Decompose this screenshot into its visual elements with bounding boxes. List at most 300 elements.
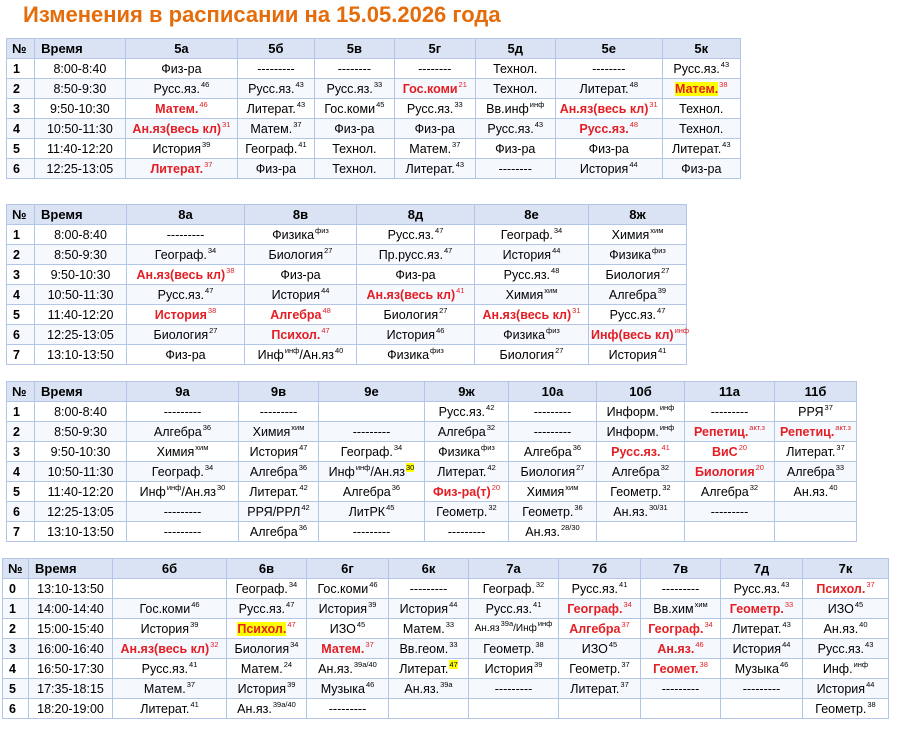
subject-secondary: /Ан.яз: [299, 347, 335, 362]
subject: Алгебра: [249, 464, 298, 479]
lesson-cell: [245, 225, 357, 245]
room-number: 44: [449, 600, 458, 610]
room-number: инф: [659, 403, 675, 413]
subject: ИЗО: [827, 601, 854, 616]
table-row: [7, 59, 741, 79]
lesson-time: 10:50-11:30: [35, 462, 127, 482]
subject: --------: [498, 161, 532, 176]
lesson-cell: [509, 422, 597, 442]
subject: Ан.яз.: [613, 504, 648, 519]
lesson-cell: [127, 305, 245, 325]
lesson-number: 7: [7, 345, 35, 365]
subject: Информ.: [606, 404, 659, 419]
subject: Алгебра: [437, 424, 486, 439]
subject: Матем.: [321, 641, 365, 656]
room-number: 47: [435, 226, 444, 236]
subject: ---------: [710, 404, 749, 419]
lesson-cell: [227, 679, 307, 699]
room-number: 48: [629, 80, 638, 90]
lesson-cell: [314, 99, 394, 119]
subject: Матем.: [155, 101, 199, 116]
lesson-cell: [685, 502, 775, 522]
header-class-7д: 7д: [721, 559, 803, 579]
lesson-cell: [589, 305, 687, 325]
subject: ---------: [163, 404, 202, 419]
subject: Музыка: [320, 681, 365, 696]
subject: Геометр.: [522, 504, 574, 519]
subject: Технол.: [493, 81, 538, 96]
lesson-time: 8:00-8:40: [35, 402, 127, 422]
room-number: 46: [779, 660, 789, 670]
lesson-cell: [559, 659, 641, 679]
subject: Алгебра: [153, 424, 202, 439]
subject: Биология: [153, 327, 209, 342]
lesson-time: 13:10-13:50: [35, 345, 127, 365]
table-header-row: [7, 382, 857, 402]
room-number: 34: [290, 640, 299, 650]
room-number-secondary: инф: [537, 619, 553, 629]
room-number: 20: [738, 443, 748, 453]
lesson-cell: [589, 285, 687, 305]
lesson-time: 9:50-10:30: [35, 442, 127, 462]
lesson-cell: [469, 659, 559, 679]
room-number: 36: [298, 463, 308, 473]
lesson-cell: [127, 402, 239, 422]
subject: Алгебра: [700, 484, 749, 499]
room-number: 27: [209, 326, 218, 336]
room-number: 39: [657, 286, 667, 296]
lesson-cell: [775, 522, 857, 542]
subject: Вв.геом.: [399, 641, 449, 656]
room-number: 46: [365, 680, 375, 690]
subject: История: [608, 347, 658, 362]
header-number: №: [3, 559, 29, 579]
header-class-9в: 9в: [239, 382, 319, 402]
room-number: 34: [393, 443, 403, 453]
lesson-cell: [245, 325, 357, 345]
subject: Гос.коми: [317, 581, 369, 596]
header-time: Время: [35, 382, 127, 402]
subject: ВиС: [711, 444, 738, 459]
header-class-9ж: 9ж: [425, 382, 509, 402]
room-number: 33: [449, 640, 458, 650]
room-number: 48: [322, 306, 331, 316]
lesson-cell: [469, 679, 559, 699]
room-number: 46: [199, 100, 208, 110]
lesson-cell: [721, 679, 803, 699]
room-number: 48: [551, 266, 560, 276]
lesson-cell: [589, 345, 687, 365]
room-number: 41: [189, 660, 198, 670]
room-number: 32: [486, 423, 496, 433]
lesson-cell: [395, 79, 475, 99]
lesson-cell: [113, 639, 227, 659]
lesson-cell: [113, 699, 227, 719]
room-number: акт.з: [749, 423, 765, 433]
lesson-time: 14:00-14:40: [29, 599, 113, 619]
room-number: 41: [533, 600, 542, 610]
room-number: 45: [854, 600, 864, 610]
lesson-cell: [389, 639, 469, 659]
lesson-cell: [685, 462, 775, 482]
room-number: 31: [572, 306, 581, 316]
lesson-cell: [597, 522, 685, 542]
subject: ---------: [742, 681, 781, 696]
room-number: хим: [291, 423, 305, 433]
header-class-7в: 7в: [641, 559, 721, 579]
subject: Русс.яз.: [733, 581, 781, 596]
room-number: 32: [210, 640, 219, 650]
subject: Химия: [156, 444, 195, 459]
subject: Алгебра: [249, 524, 298, 539]
lesson-cell: [475, 139, 555, 159]
lesson-cell: [307, 639, 389, 659]
lesson-cell: [475, 59, 555, 79]
lesson-cell: [559, 679, 641, 699]
lesson-cell: [425, 442, 509, 462]
room-number: 43: [295, 80, 304, 90]
room-number: 40: [859, 620, 868, 630]
subject: История: [237, 681, 287, 696]
subject: Русс.яз.: [157, 287, 205, 302]
subject: Биология: [695, 464, 755, 479]
lesson-cell: [127, 325, 245, 345]
lesson-number: 4: [3, 659, 29, 679]
room-number: 47: [286, 600, 295, 610]
room-number: 44: [782, 640, 791, 650]
room-number: 37: [204, 160, 213, 170]
room-number: хим: [694, 600, 708, 610]
lesson-cell: [475, 119, 555, 139]
room-number: 32: [535, 580, 545, 590]
subject: --------: [337, 61, 372, 76]
lesson-cell: [239, 462, 319, 482]
lesson-cell: [113, 599, 227, 619]
subject: Литерат.: [732, 621, 782, 636]
room-number: 37: [452, 140, 461, 150]
subject: Гос.коми: [324, 101, 376, 116]
subject: Геометр.: [610, 484, 662, 499]
subject: История: [140, 621, 190, 636]
header-class-9е: 9е: [319, 382, 425, 402]
subject: Русс.яз.: [579, 121, 629, 136]
lesson-cell: [775, 482, 857, 502]
table-row: [7, 502, 857, 522]
lesson-cell: [395, 139, 475, 159]
subject: Литерат.: [249, 484, 299, 499]
lesson-cell: [125, 159, 238, 179]
subject: Психол.: [816, 581, 866, 596]
room-number: 37: [836, 443, 845, 453]
room-number: 47: [443, 246, 453, 256]
room-number: 27: [324, 246, 333, 256]
lesson-number: 7: [7, 522, 35, 542]
header-class-8в: 8в: [245, 205, 357, 225]
subject: Технол.: [493, 61, 538, 76]
room-number: 31: [222, 120, 231, 130]
room-number: 34: [623, 600, 632, 610]
subject: Литерат.: [150, 161, 204, 176]
lesson-cell: [307, 659, 389, 679]
lesson-cell: [559, 639, 641, 659]
lesson-cell: [589, 225, 687, 245]
schedule-table-grade-8: [6, 204, 690, 365]
lesson-cell: [245, 285, 357, 305]
lesson-cell: [803, 619, 889, 639]
lesson-cell: [357, 345, 475, 365]
subject: Русс.яз.: [153, 81, 200, 96]
room-number: 41: [190, 700, 199, 710]
subject: Русс.яз.: [673, 61, 720, 76]
lesson-cell: [475, 159, 555, 179]
room-number: 46: [200, 80, 210, 90]
lesson-cell: [721, 639, 803, 659]
subject: Технол.: [679, 101, 724, 116]
lesson-number: 4: [7, 119, 35, 139]
subject: История: [732, 641, 782, 656]
lesson-cell: [641, 599, 721, 619]
lesson-cell: [239, 522, 319, 542]
subject: Физ-ра: [161, 61, 202, 76]
room-number: 39а/40: [272, 700, 296, 710]
subject: Информ.: [606, 424, 659, 439]
subject: Ан.яз: [474, 622, 500, 634]
lesson-cell: [803, 679, 889, 699]
room-number: 39: [534, 660, 543, 670]
subject: Географ.: [500, 227, 553, 242]
subject: Инф: [139, 484, 166, 499]
room-number: 45: [386, 503, 395, 513]
room-number: 42: [486, 403, 495, 413]
subject: Гос.коми: [402, 81, 458, 96]
table-row: [3, 679, 889, 699]
table-row: [7, 462, 857, 482]
lesson-cell: [239, 502, 319, 522]
lesson-number: 6: [7, 502, 35, 522]
lesson-cell: [559, 699, 641, 719]
room-number: 36: [391, 483, 401, 493]
subject: История: [502, 247, 552, 262]
room-number: 36: [574, 503, 583, 513]
lesson-cell: [597, 402, 685, 422]
subject: Физ-ра: [588, 141, 629, 156]
lesson-number: 2: [7, 245, 35, 265]
lesson-cell: [509, 482, 597, 502]
subject: Русс.яз.: [326, 81, 373, 96]
lesson-number: 3: [7, 442, 35, 462]
room-number: 39: [368, 600, 377, 610]
table-row: [7, 225, 687, 245]
subject: Гос.коми: [139, 601, 191, 616]
subject: История: [318, 601, 368, 616]
lesson-cell: [662, 59, 740, 79]
table-row: [7, 345, 687, 365]
subject: Географ.: [235, 581, 288, 596]
header-number: №: [7, 205, 35, 225]
room-number: 32: [660, 463, 670, 473]
page-title: Изменения в расписании на 15.05.2026 года: [23, 2, 501, 27]
subject: Вв.инф: [486, 101, 529, 116]
room-number: 36: [298, 523, 308, 533]
subject: Географ.: [340, 444, 393, 459]
lesson-cell: [314, 79, 394, 99]
room-number: 46: [191, 600, 200, 610]
room-number: 33: [454, 100, 463, 110]
lesson-cell: [597, 502, 685, 522]
subject: ---------: [166, 227, 205, 242]
subject: Физ-ра: [495, 141, 536, 156]
lesson-time: 10:50-11:30: [35, 285, 127, 305]
lesson-cell: [425, 402, 509, 422]
lesson-cell: [319, 502, 425, 522]
header-time: Время: [29, 559, 113, 579]
subject: Русс.яз.: [571, 581, 619, 596]
lesson-cell: [597, 482, 685, 502]
header-time: Время: [35, 39, 125, 59]
subject: Физ-ра: [255, 161, 297, 176]
room-number: хим: [565, 483, 579, 493]
lesson-cell: [469, 639, 559, 659]
room-number: 45: [356, 620, 366, 630]
lesson-number: 0: [3, 579, 29, 599]
lesson-number: 5: [7, 305, 35, 325]
subject: Литерат.: [405, 161, 455, 176]
subject: Литерат.: [140, 701, 190, 716]
header-number: №: [7, 382, 35, 402]
room-number: 38: [719, 80, 728, 90]
table-row: [7, 422, 857, 442]
subject: История: [386, 327, 436, 342]
lesson-cell: [662, 99, 740, 119]
room-number: 47: [205, 286, 214, 296]
room-number: 47: [299, 443, 308, 453]
lesson-cell: [238, 59, 314, 79]
subject: Географ.: [151, 464, 204, 479]
subject: Вв.хим: [653, 601, 694, 616]
lesson-cell: [227, 579, 307, 599]
room-number: физ: [315, 226, 329, 236]
room-number: 47: [287, 620, 296, 630]
subject: Химия: [505, 287, 544, 302]
lesson-cell: [685, 402, 775, 422]
subject: Географ.: [245, 141, 298, 156]
table-row: [7, 285, 687, 305]
subject: Инф(весь кл): [591, 327, 674, 342]
room-number: акт.з: [835, 423, 851, 433]
subject: Технол.: [332, 161, 377, 176]
header-class-7а: 7а: [469, 559, 559, 579]
lesson-time: 13:10-13:50: [35, 522, 127, 542]
lesson-cell: [803, 639, 889, 659]
lesson-cell: [721, 659, 803, 679]
lesson-cell: [597, 442, 685, 462]
room-number: 34: [207, 246, 217, 256]
lesson-time: 16:50-17:30: [29, 659, 113, 679]
lesson-number: 3: [7, 99, 35, 119]
lesson-cell: [113, 619, 227, 639]
subject: Алгебра: [342, 484, 391, 499]
lesson-time: 13:10-13:50: [29, 579, 113, 599]
lesson-cell: [389, 599, 469, 619]
subject: Русс.яз.: [609, 307, 657, 322]
lesson-number: 2: [3, 619, 29, 639]
lesson-time: 12:25-13:05: [35, 325, 127, 345]
schedule-table-grade-6-7: [2, 558, 889, 719]
header-class-5е: 5е: [555, 39, 662, 59]
room-number: 39а: [500, 619, 514, 629]
lesson-time: 8:00-8:40: [35, 59, 125, 79]
lesson-cell: [357, 225, 475, 245]
room-number: 37: [293, 120, 302, 130]
subject: Ан.яз.: [525, 524, 560, 539]
lesson-cell: [127, 345, 245, 365]
lesson-number: 4: [7, 285, 35, 305]
room-number: 43: [534, 120, 544, 130]
room-number: 34: [704, 620, 713, 630]
header-class-10а: 10а: [509, 382, 597, 402]
room-number: 33: [445, 620, 455, 630]
lesson-cell: [319, 522, 425, 542]
subject: Физ-ра: [280, 267, 321, 282]
subject: Геометр.: [483, 641, 535, 656]
subject: Матем.: [675, 81, 719, 96]
lesson-cell: [319, 422, 425, 442]
lesson-cell: [357, 305, 475, 325]
lesson-cell: [239, 442, 319, 462]
table-header-row: [3, 559, 889, 579]
lesson-number: 3: [3, 639, 29, 659]
subject: Физ-ра: [414, 121, 455, 136]
lesson-cell: [357, 325, 475, 345]
room-number: инф: [355, 463, 371, 473]
table-row: [7, 442, 857, 462]
lesson-cell: [245, 305, 357, 325]
subject: ---------: [661, 581, 700, 596]
table-row: [3, 579, 889, 599]
room-number: 20: [755, 463, 764, 473]
subject: Ан.яз(весь кл): [132, 121, 222, 136]
lesson-cell: [425, 462, 509, 482]
subject: Технол.: [332, 141, 377, 156]
subject: История: [152, 141, 201, 156]
table-row: [3, 599, 889, 619]
lesson-cell: [475, 79, 555, 99]
subject: ---------: [259, 404, 298, 419]
room-number: 34: [204, 463, 214, 473]
room-number: 41: [298, 140, 307, 150]
subject: История: [399, 601, 449, 616]
room-number: 37: [866, 580, 875, 590]
subject: ---------: [328, 701, 367, 716]
subject: РРЯ/РРЛ: [247, 504, 301, 519]
lesson-cell: [475, 325, 589, 345]
lesson-cell: [227, 659, 307, 679]
subject: Технол.: [679, 121, 724, 136]
lesson-cell: [555, 119, 662, 139]
lesson-cell: [319, 482, 425, 502]
room-number: 38: [535, 640, 544, 650]
lesson-number: 1: [7, 402, 35, 422]
table-row: [7, 325, 687, 345]
lesson-cell: [425, 482, 509, 502]
lesson-cell: [395, 159, 475, 179]
lesson-cell: [314, 139, 394, 159]
lesson-cell: [125, 119, 238, 139]
room-number: 37: [365, 640, 374, 650]
room-number: 34: [553, 226, 563, 236]
lesson-cell: [803, 659, 889, 679]
room-number: 24: [283, 660, 293, 670]
